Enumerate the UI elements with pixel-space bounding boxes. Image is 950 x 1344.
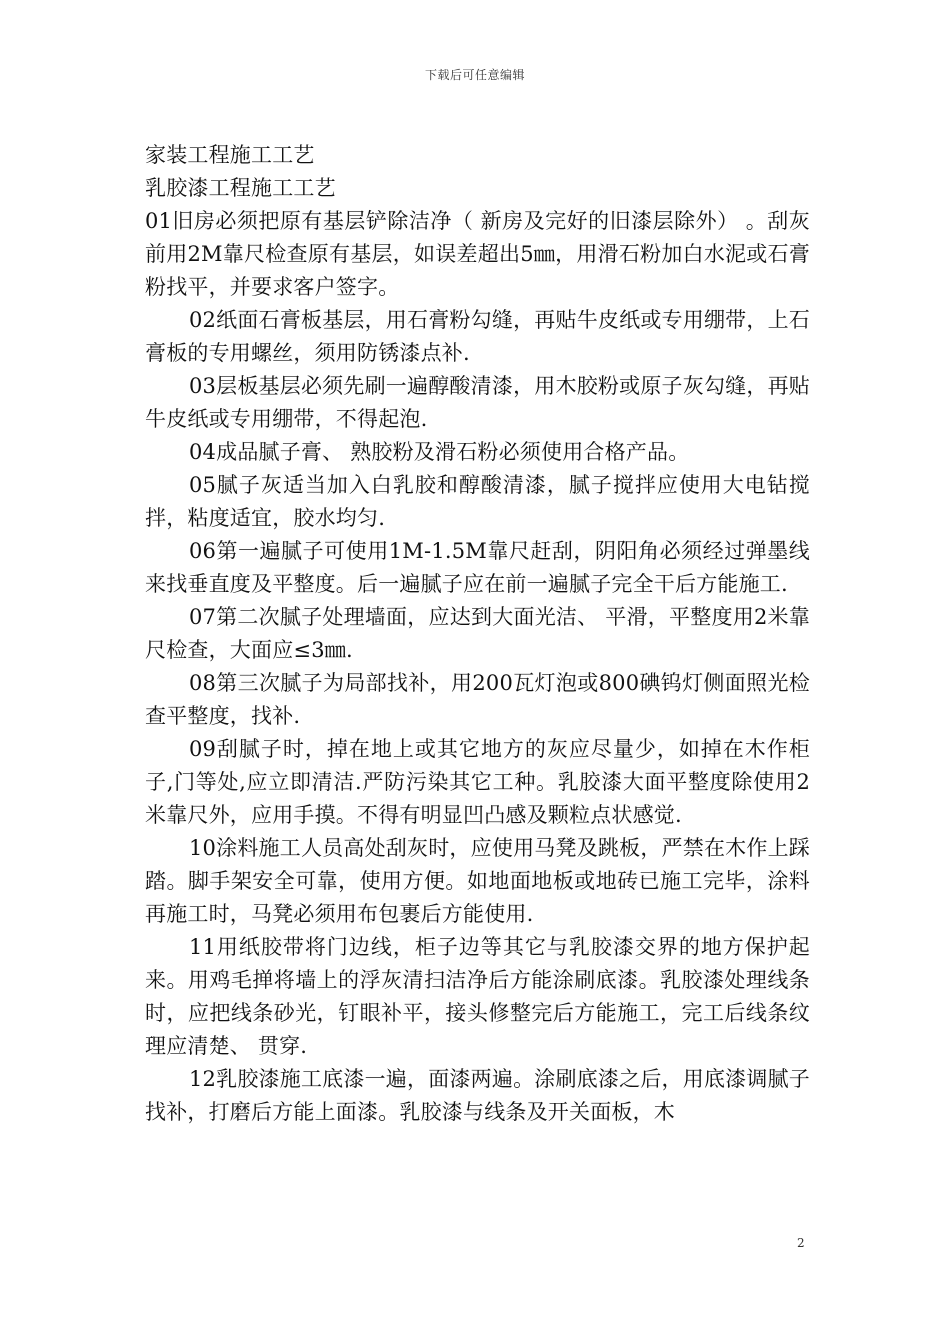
paragraph-08: 08第三次腻子为局部找补，用200瓦灯泡或800碘钨灯侧面照光检查平整度，找补. <box>145 671 810 728</box>
paragraph-01: 01旧房必须把原有基层铲除洁净（ 新房及完好的旧漆层除外） 。刮灰前用2M靠尺检查原有基层，如误差超出5㎜，用滑石粉加白水泥或石膏粉找平，并要求客户签字。 <box>145 209 810 299</box>
paragraph-10: 10涂料施工人员高处刮灰时，应使用马凳及跳板，严禁在木作上踩踏。脚手架安全可靠，使用方便。如地面地板或地砖已施工完毕，涂料再施工时，马凳必须用布包裹后方能使用. <box>145 836 810 926</box>
page-header-note: 下载后可任意编辑 <box>424 68 525 82</box>
document-body <box>145 139 810 1129</box>
document-title: 家装工程施工工艺 <box>145 143 315 167</box>
paragraph-12: 12乳胶漆施工底漆一遍，面漆两遍。涂刷底漆之后，用底漆调腻子找补，打磨后方能上面漆。乳胶漆与线条及开关面板，木 <box>145 1067 810 1124</box>
paragraph-09: 09刮腻子时，掉在地上或其它地方的灰应尽量少，如掉在木作柜子,门等处,应立即清洁.严防污染其它工种。乳胶漆大面平整度除使用2米靠尺外，应用手摸。不得有明显凹凸感及颗粒点状感觉. <box>145 737 810 827</box>
section-title: 乳胶漆工程施工工艺 <box>145 176 336 200</box>
page-number: 2 <box>797 1236 805 1250</box>
paragraph-06: 06第一遍腻子可使用1M-1.5M靠尺赶刮，阴阳角必须经过弹墨线来找垂直度及平整度。后一遍腻子应在前一遍腻子完全干后方能施工. <box>145 539 810 596</box>
paragraph-05: 05腻子灰适当加入白乳胶和醇酸清漆，腻子搅拌应使用大电钻搅拌，粘度适宜，胶水均匀. <box>145 473 810 530</box>
paragraph-03: 03层板基层必须先刷一遍醇酸清漆，用木胶粉或原子灰勾缝，再贴牛皮纸或专用绷带，不得起泡. <box>145 374 810 431</box>
paragraph-07: 07第二次腻子处理墙面，应达到大面光洁、 平滑，平整度用2米靠尺检查，大面应≤3㎜. <box>145 605 810 662</box>
paragraph-11: 11用纸胶带将门边线，柜子边等其它与乳胶漆交界的地方保护起来。用鸡毛掸将墙上的浮灰清扫洁净后方能涂刷底漆。乳胶漆处理线条时，应把线条砂光，钉眼补平，接头修整完后方能施工，完工后线条纹理应清楚、 贯穿. <box>145 935 810 1058</box>
paragraph-04: 04成品腻子膏、 熟胶粉及滑石粉必须使用合格产品。 <box>189 440 690 464</box>
paragraph-02: 02纸面石膏板基层，用石膏粉勾缝，再贴牛皮纸或专用绷带，上石膏板的专用螺丝，须用防锈漆点补. <box>145 308 810 365</box>
